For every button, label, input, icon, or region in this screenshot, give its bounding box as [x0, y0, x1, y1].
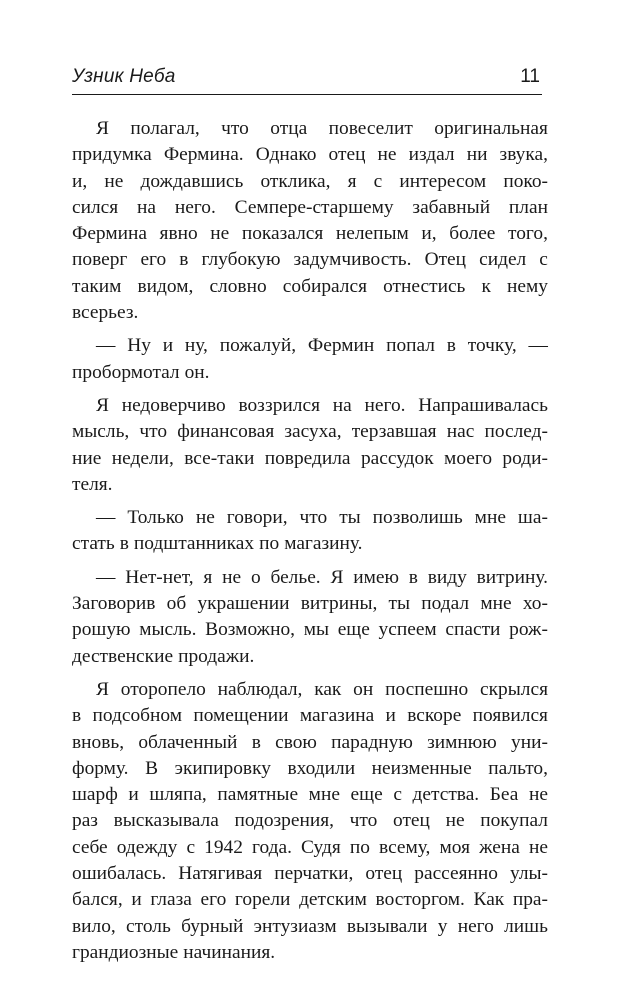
word: отклика,: [260, 170, 331, 192]
word: бурный: [181, 915, 244, 937]
word: отец: [365, 863, 403, 885]
word: Фермина.: [163, 144, 244, 166]
word: помещении: [193, 705, 289, 727]
word: в: [408, 566, 418, 588]
word: роди-: [502, 447, 548, 469]
word: и: [128, 784, 139, 806]
text-line: [72, 505, 548, 531]
word: Беа: [489, 784, 519, 806]
word: отец: [393, 810, 430, 832]
word: как: [314, 678, 342, 700]
word: и: [131, 889, 142, 911]
word: его: [140, 249, 167, 271]
word: детства.: [412, 784, 480, 806]
text-line: [72, 116, 548, 142]
word: витрины,: [300, 593, 378, 615]
text-line: [72, 300, 548, 326]
word: перчатки,: [274, 863, 354, 885]
word: в: [179, 249, 189, 271]
word: входили: [287, 757, 356, 779]
word: что: [139, 421, 168, 443]
paragraph: [72, 116, 548, 326]
word: всерьез.: [72, 302, 139, 324]
word: мысль,: [72, 421, 130, 443]
word: говори,: [226, 507, 288, 529]
word: еще: [337, 619, 370, 641]
text-line: [72, 887, 548, 913]
word: —: [96, 507, 116, 529]
word: финансовая: [177, 421, 275, 443]
word: я: [203, 566, 213, 588]
paragraph: [72, 393, 548, 498]
word: точку,: [467, 335, 517, 357]
word: —: [96, 566, 116, 588]
word: всему,: [379, 836, 431, 858]
word: повредила: [264, 447, 351, 469]
word: вызывали: [346, 915, 428, 937]
text-line: [72, 644, 548, 670]
word: по: [349, 836, 370, 858]
word: Заговорив: [72, 593, 156, 615]
word: у: [437, 915, 448, 937]
word: экипировку: [174, 757, 271, 779]
word: вскоре: [407, 705, 462, 727]
word: терзавшая: [351, 421, 437, 443]
word: него.: [174, 196, 216, 218]
word: не: [195, 507, 215, 529]
word: глубокую: [201, 249, 281, 271]
text-line: [72, 756, 548, 782]
word: таким: [72, 275, 122, 297]
word: не: [377, 144, 397, 166]
word: с: [393, 784, 402, 806]
word: об: [166, 593, 187, 615]
word: дественские: [72, 645, 174, 667]
word: повеселит: [328, 118, 413, 139]
word: Фермина: [72, 223, 147, 245]
word: продажи.: [178, 645, 255, 667]
word: глаза: [150, 889, 192, 911]
word: ни: [466, 144, 488, 166]
word: собирался: [282, 275, 367, 297]
word: засуха,: [284, 421, 342, 443]
word: теля.: [72, 473, 113, 495]
word: поверг: [72, 249, 128, 271]
word: покупал: [480, 810, 548, 832]
word: свою: [275, 731, 317, 753]
word: послед-: [484, 421, 548, 443]
word: я: [347, 170, 357, 192]
word: мысль.: [139, 619, 197, 641]
word: сился: [72, 196, 119, 218]
word: дождавшись: [140, 170, 244, 192]
word: Судя: [301, 836, 341, 858]
word: зимнюю: [427, 731, 497, 753]
word: рассудок: [360, 447, 434, 469]
word: забавный: [412, 196, 491, 218]
paragraph: [72, 505, 548, 558]
word: полагал,: [130, 118, 200, 139]
word: видом,: [137, 275, 194, 297]
word: подштанниках: [133, 533, 255, 555]
word: украшении: [197, 593, 290, 615]
word: Я: [96, 118, 109, 139]
word: рошую: [72, 619, 131, 641]
word: Я: [96, 394, 109, 416]
word: мы: [303, 619, 329, 641]
word: что: [299, 507, 328, 529]
word: того,: [508, 223, 548, 245]
text-line: [72, 247, 548, 273]
word: Возможно,: [205, 619, 295, 641]
word: воззрился: [238, 394, 320, 416]
text-line: [72, 393, 548, 419]
word: ша-: [517, 507, 548, 529]
text-line: [72, 169, 548, 195]
word: успеем: [378, 619, 437, 641]
word: позволишь: [372, 507, 463, 529]
word: не: [445, 810, 465, 832]
text-line: [72, 861, 548, 887]
word: начинания.: [183, 941, 276, 963]
word: все-таки: [184, 447, 255, 469]
word: оригинальная: [434, 118, 548, 139]
word: него.: [364, 394, 406, 416]
word: на: [332, 394, 352, 416]
word: он: [353, 678, 374, 700]
text-line: [72, 677, 548, 703]
text-line: [72, 914, 548, 940]
word: шляпа,: [149, 784, 207, 806]
body-text: [72, 116, 548, 973]
word: уни-: [511, 731, 548, 753]
text-line: [72, 617, 548, 643]
word: придумка: [72, 144, 152, 166]
word: в: [251, 731, 261, 753]
word: на: [137, 196, 156, 218]
running-title: Узник Неба: [72, 66, 176, 87]
word: скрылся: [480, 678, 548, 700]
word: издал: [408, 144, 455, 166]
word: белье.: [270, 566, 321, 588]
text-line: [72, 808, 548, 834]
word: что: [221, 118, 249, 139]
word: поспешно: [385, 678, 469, 700]
word: витрину.: [476, 566, 548, 588]
word: одежду: [116, 836, 178, 858]
word: Напрашивалась: [418, 394, 548, 416]
word: моего: [444, 447, 493, 469]
word: восторгом.: [375, 889, 465, 911]
word: магазину.: [284, 533, 363, 555]
word: не: [210, 223, 230, 245]
paragraph: [72, 677, 548, 966]
word: с: [373, 170, 383, 192]
word: звука,: [499, 144, 548, 166]
word: и: [162, 335, 174, 357]
word: подал: [421, 593, 470, 615]
text-line: [72, 195, 548, 221]
text-line: [72, 142, 548, 168]
paragraph: [72, 565, 548, 670]
word: —: [528, 335, 548, 357]
word: мне: [480, 593, 512, 615]
word: в: [72, 705, 82, 727]
word: Натягивая: [178, 863, 263, 885]
word: форму.: [72, 757, 129, 779]
word: Фермин: [307, 335, 375, 357]
word: 1942: [204, 836, 243, 858]
word: с: [186, 836, 196, 858]
word: нему: [507, 275, 548, 297]
text-line: [72, 730, 548, 756]
word: Однако: [255, 144, 317, 166]
word: Я: [96, 678, 109, 700]
word: к: [481, 275, 491, 297]
page-number: 11: [520, 66, 540, 87]
word: моя: [439, 836, 471, 858]
word: в: [119, 533, 129, 555]
text-line: [72, 333, 548, 359]
word: пальто,: [488, 757, 548, 779]
word: более: [449, 223, 496, 245]
word: ошибалась.: [72, 863, 167, 885]
word: отец: [328, 144, 366, 166]
word: поко-: [503, 170, 548, 192]
word: Как: [473, 889, 505, 911]
word: наблюдал,: [217, 678, 303, 700]
word: ты: [388, 593, 411, 615]
word: магазина: [299, 705, 375, 727]
word: задумчивость.: [293, 249, 412, 271]
word: еще: [350, 784, 383, 806]
word: ну,: [184, 335, 208, 357]
text-line: [72, 531, 548, 557]
word: ние: [72, 447, 102, 469]
word: Нет-нет,: [125, 566, 194, 588]
word: и,: [72, 170, 88, 192]
word: памятные: [217, 784, 299, 806]
word: пожалуй,: [219, 335, 297, 357]
text-line: [72, 419, 548, 445]
word: года.: [252, 836, 292, 858]
word: Отец: [424, 249, 467, 271]
text-line: [72, 940, 548, 966]
text-line: [72, 221, 548, 247]
word: не: [528, 784, 548, 806]
word: сидел: [479, 249, 527, 271]
word: него: [457, 915, 494, 937]
word: мне: [308, 784, 340, 806]
word: лишь: [504, 915, 548, 937]
word: неизменные: [371, 757, 472, 779]
word: показался: [241, 223, 324, 245]
text-line: [72, 591, 548, 617]
word: парадную: [331, 731, 413, 753]
word: имею: [353, 566, 399, 588]
word: мне: [474, 507, 506, 529]
word: рож-: [509, 619, 548, 641]
word: и: [385, 705, 396, 727]
word: недоверчиво: [121, 394, 226, 416]
word: Семпере-старшему: [234, 196, 394, 218]
word: отца: [270, 118, 308, 139]
word: явно: [159, 223, 198, 245]
word: с: [539, 249, 548, 271]
word: грандиозные: [72, 941, 179, 963]
word: рассеянно: [414, 863, 498, 885]
word: хо-: [522, 593, 548, 615]
word: —: [96, 335, 116, 357]
word: вило,: [72, 915, 116, 937]
word: нелепым: [335, 223, 409, 245]
word: столь: [126, 915, 171, 937]
word: подозрения,: [234, 810, 335, 832]
word: отнестись: [383, 275, 466, 297]
word: появился: [472, 705, 548, 727]
word: спасти: [445, 619, 501, 641]
word: Только: [127, 507, 184, 529]
word: нас: [446, 421, 475, 443]
word: Ну: [127, 335, 151, 357]
word: стать: [72, 533, 115, 555]
word: облаченный: [138, 731, 238, 753]
word: вновь,: [72, 731, 125, 753]
word: бался,: [72, 889, 123, 911]
text-line: [72, 565, 548, 591]
word: словно: [209, 275, 267, 297]
word: его: [200, 889, 227, 911]
word: оторопело: [120, 678, 206, 700]
word: в: [446, 335, 456, 357]
word: интересом: [399, 170, 487, 192]
word: недели,: [111, 447, 174, 469]
word: себе: [72, 836, 108, 858]
text-line: [72, 360, 548, 386]
word: ты: [339, 507, 361, 529]
word: не: [104, 170, 124, 192]
page-header: [72, 64, 542, 95]
word: попал: [386, 335, 435, 357]
word: высказывала: [113, 810, 219, 832]
word: о: [250, 566, 261, 588]
word: В: [145, 757, 159, 779]
word: пра-: [512, 889, 548, 911]
word: он.: [184, 361, 210, 383]
paragraph: [72, 333, 548, 386]
text-line: [72, 782, 548, 808]
word: пробормотал: [72, 361, 180, 383]
word: что: [349, 810, 378, 832]
text-line: [72, 472, 548, 498]
text-line: [72, 703, 548, 729]
word: план: [508, 196, 548, 218]
word: не: [222, 566, 242, 588]
word: энтузиазм: [253, 915, 337, 937]
word: горели: [234, 889, 291, 911]
text-line: [72, 446, 548, 472]
word: детским: [299, 889, 367, 911]
word: Я: [330, 566, 344, 588]
word: не: [528, 836, 548, 858]
word: подсобном: [92, 705, 182, 727]
word: шарф: [72, 784, 118, 806]
word: раз: [72, 810, 98, 832]
word: виду: [427, 566, 467, 588]
text-line: [72, 835, 548, 861]
text-line: [72, 274, 548, 300]
word: жена: [479, 836, 520, 858]
word: и,: [421, 223, 437, 245]
word: по: [259, 533, 280, 555]
word: улы-: [509, 863, 548, 885]
